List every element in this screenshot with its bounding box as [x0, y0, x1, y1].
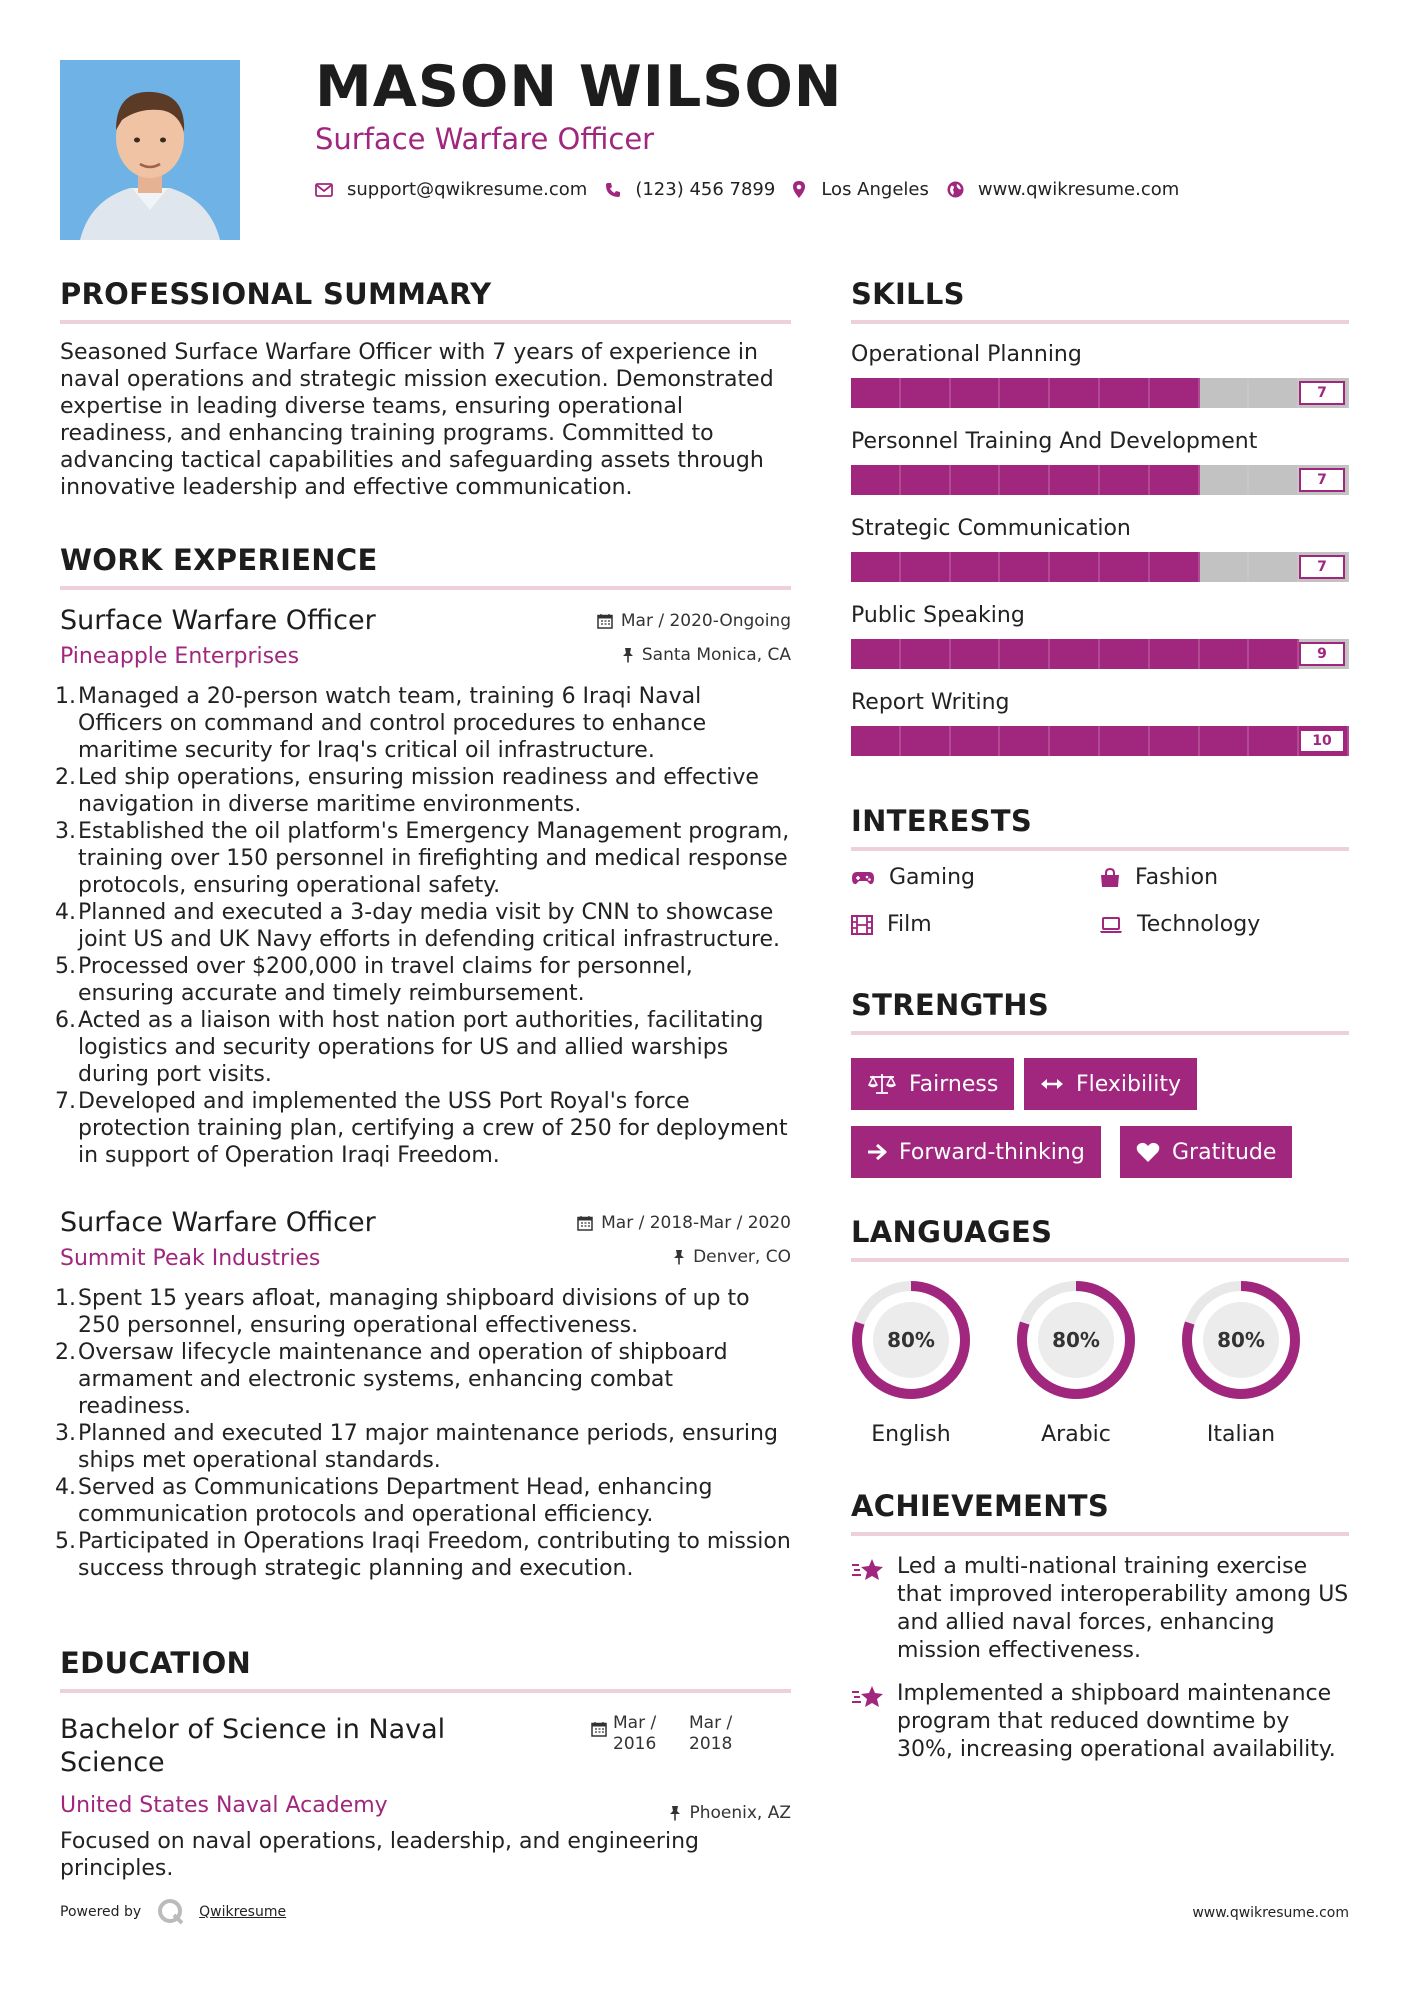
skill-segment	[1200, 465, 1250, 495]
footer-powered-by	[60, 1898, 286, 1926]
skill-item	[851, 429, 1349, 495]
skill-segment	[1000, 726, 1050, 756]
education-dates	[591, 1713, 753, 1755]
education-location-text: Phoenix, AZ	[689, 1803, 791, 1823]
languages-section	[851, 1215, 1349, 1262]
skill-segment	[851, 552, 901, 582]
contact-website-text[interactable]: www.qwikresume.com	[977, 179, 1180, 200]
skill-segment	[901, 552, 951, 582]
languages-divider	[851, 1258, 1349, 1262]
skill-segment	[1150, 465, 1200, 495]
skill-segment	[851, 639, 901, 669]
skill-level-badge: 10	[1299, 729, 1345, 753]
job-date-text: Mar / 2018-Mar / 2020	[601, 1213, 791, 1233]
achievement-text: Implemented a shipboard maintenance program that reduced downtime by 30%, increasing operational availability.	[897, 1681, 1336, 1762]
film-icon	[851, 915, 873, 935]
arrow-right-icon	[867, 1143, 887, 1161]
job-company: Summit Peak Industries	[60, 1246, 321, 1271]
skill-segment	[1200, 639, 1250, 669]
skill-segment	[1150, 552, 1200, 582]
skill-item	[851, 690, 1349, 756]
pushpin-icon	[669, 1805, 681, 1821]
skill-segment	[1249, 726, 1299, 756]
job-title: Surface Warfare Officer	[60, 1207, 376, 1238]
job-title: Surface Warfare Officer	[60, 605, 376, 636]
pushpin-icon	[622, 647, 634, 663]
skill-segment	[1000, 378, 1050, 408]
phone-icon	[605, 182, 621, 198]
list-item: 2. Oversaw lifecycle maintenance and operation of shipboard armament and electronic systems, enhancing combat readiness.	[55, 1340, 728, 1419]
job-date	[577, 1213, 791, 1233]
job-entry	[55, 1207, 791, 1582]
heart-icon	[1136, 1142, 1160, 1163]
contact-location	[793, 179, 929, 200]
skills-heading: SKILLS	[851, 277, 965, 311]
education-divider	[60, 1689, 791, 1693]
interests-heading: INTERESTS	[851, 804, 1033, 838]
skill-segment	[1100, 465, 1150, 495]
interests-divider	[851, 847, 1349, 851]
job-location-text: Santa Monica, CA	[641, 645, 791, 665]
arrows-horizontal-icon	[1040, 1077, 1064, 1091]
skill-level-bar	[851, 552, 1349, 582]
language-item	[849, 1278, 973, 1447]
skill-level-badge: 9	[1299, 642, 1345, 666]
map-marker-icon	[793, 181, 805, 198]
strength-tag	[1120, 1126, 1292, 1178]
powered-by-label: Powered by	[60, 1904, 142, 1920]
language-proficiency-ring	[849, 1278, 973, 1402]
skill-item	[851, 516, 1349, 582]
skill-segment	[1050, 726, 1100, 756]
skill-segment	[851, 378, 901, 408]
calendar-icon	[591, 1721, 607, 1737]
skills-divider	[851, 320, 1349, 324]
contact-website[interactable]	[947, 179, 1179, 200]
skill-segment	[1200, 726, 1250, 756]
strength-tag	[851, 1126, 1101, 1178]
summary-text: Seasoned Surface Warfare Officer with 7 years of experience in naval operations and strategic mission execution. Demonstrated expertise in leading diverse teams, ensuring operational readiness, and enhancing training programs. Committed to advancing tactical capabilities and safeguarding assets through innovative leadership and effective communication.	[60, 340, 774, 500]
shopping-bag-icon	[1099, 868, 1121, 888]
skill-segment	[1200, 552, 1250, 582]
skill-level-bar	[851, 726, 1349, 756]
skill-level-badge: 7	[1299, 555, 1345, 579]
list-item: 5. Processed over $200,000 in travel claims for personnel, ensuring accurate and timely reimbursement.	[55, 954, 693, 1006]
job-company: Pineapple Enterprises	[60, 644, 300, 669]
list-item: 6. Acted as a liaison with host nation port authorities, facilitating logistics and security operations for US and allied warships during port visits.	[55, 1008, 764, 1087]
skill-segment	[1100, 552, 1150, 582]
achievement-text: Led a multi-national training exercise that improved interoperability among US and allied naval forces, enhancing mission effectiveness.	[897, 1554, 1349, 1663]
contact-email-text[interactable]: support@qwikresume.com	[347, 179, 588, 200]
contact-bar	[315, 179, 1197, 200]
education-end: Mar / 2018	[689, 1713, 733, 1754]
skill-item	[851, 603, 1349, 669]
interest-item	[1099, 912, 1347, 937]
job-location	[673, 1247, 791, 1267]
achievements-section	[851, 1489, 1349, 1536]
skill-segment	[1000, 639, 1050, 669]
achievements-divider	[851, 1532, 1349, 1536]
strengths-section	[851, 988, 1349, 1035]
list-item: 5. Participated in Operations Iraqi Freedom, contributing to mission success through strategic planning and execution.	[55, 1529, 791, 1581]
list-item: 3. Planned and executed 17 major maintenance periods, ensuring ships met operational standards.	[55, 1421, 778, 1473]
skill-segment	[1249, 552, 1299, 582]
skill-segment	[901, 465, 951, 495]
education-location	[669, 1803, 791, 1823]
qwikresume-link[interactable]: Qwikresume	[199, 1904, 287, 1920]
degree-title: Bachelor of Science in Naval Science	[60, 1714, 446, 1778]
strength-label: Gratitude	[1172, 1139, 1277, 1165]
skill-name: Operational Planning	[851, 342, 1082, 367]
interest-item	[851, 912, 1099, 937]
skill-segment	[1249, 378, 1299, 408]
contact-email[interactable]	[315, 179, 587, 200]
strength-label: Forward-thinking	[899, 1139, 1085, 1165]
contact-location-text: Los Angeles	[821, 179, 929, 200]
interests-list	[851, 865, 1349, 937]
education-entry	[60, 1713, 791, 1882]
skill-segment	[951, 639, 1001, 669]
interest-label: Gaming	[889, 865, 975, 890]
achievements-heading: ACHIEVEMENTS	[851, 1489, 1110, 1523]
calendar-icon	[577, 1215, 593, 1231]
skill-segment	[851, 465, 901, 495]
education-heading: EDUCATION	[60, 1646, 252, 1680]
footer-website[interactable]: www.qwikresume.com	[1192, 1905, 1349, 1921]
language-percent: 80%	[887, 1328, 935, 1352]
skill-segment	[951, 552, 1001, 582]
skill-segment	[951, 465, 1001, 495]
skill-name: Strategic Communication	[851, 516, 1131, 541]
skill-segment	[1150, 639, 1200, 669]
qwikresume-logo-icon	[157, 1898, 185, 1926]
list-item: 4. Planned and executed a 3-day media visit by CNN to showcase joint US and UK Navy efforts in defending critical infrastructure.	[55, 900, 781, 952]
skill-segment	[1100, 726, 1150, 756]
strengths-divider	[851, 1031, 1349, 1035]
language-name: Italian	[1206, 1422, 1276, 1447]
interest-label: Technology	[1137, 912, 1261, 937]
language-proficiency-ring	[1014, 1278, 1138, 1402]
languages-heading: LANGUAGES	[851, 1215, 1053, 1249]
calendar-icon	[597, 613, 613, 629]
language-proficiency-ring	[1179, 1278, 1303, 1402]
language-percent: 80%	[1052, 1328, 1100, 1352]
skill-segment	[1100, 378, 1150, 408]
list-item: 1. Managed a 20-person watch team, training 6 Iraqi Naval Officers on command and control procedures to enhance maritime security for Iraq's critical oil infrastructure.	[55, 684, 707, 763]
interests-section	[851, 804, 1349, 851]
globe-icon	[947, 181, 964, 198]
skill-segment	[951, 378, 1001, 408]
experience-heading: WORK EXPERIENCE	[60, 543, 378, 577]
interest-label: Fashion	[1135, 865, 1219, 890]
achievement-item	[851, 1680, 1349, 1764]
skill-name: Public Speaking	[851, 603, 1025, 628]
experience-divider	[60, 586, 791, 590]
list-item: 7. Developed and implemented the USS Port Royal's force protection training plan, certifying a crew of 250 for deployment in support of Operation Iraqi Freedom.	[55, 1089, 788, 1168]
job-date	[597, 611, 791, 631]
skills-section	[851, 277, 1349, 324]
skill-segment	[1050, 378, 1100, 408]
strength-label: Flexibility	[1076, 1071, 1181, 1097]
language-item	[1179, 1278, 1303, 1447]
skill-segment	[1100, 639, 1150, 669]
interest-item	[1099, 865, 1347, 890]
profile-photo	[60, 60, 240, 240]
achievement-item	[851, 1553, 1349, 1665]
language-name: Arabic	[1041, 1422, 1111, 1447]
experience-section	[60, 543, 791, 590]
skill-segment	[1249, 465, 1299, 495]
skill-segment	[1150, 378, 1200, 408]
skill-segment	[1200, 378, 1250, 408]
list-item: 4. Served as Communications Department Head, enhancing communication protocols and operational efficiency.	[55, 1475, 713, 1527]
strengths-heading: STRENGTHS	[851, 988, 1050, 1022]
envelope-icon	[315, 183, 333, 197]
skill-segment	[851, 726, 901, 756]
skill-segment	[901, 726, 951, 756]
skill-segment	[1249, 639, 1299, 669]
list-item: 3. Established the oil platform's Emergency Management program, training over 150 personnel in firefighting and medical response protocols, ensuring operational safety.	[55, 819, 790, 898]
skill-level-bar	[851, 639, 1349, 669]
list-item: 2. Led ship operations, ensuring mission readiness and effective navigation in diverse maritime environments.	[55, 765, 759, 817]
skill-segment	[951, 726, 1001, 756]
education-description: Focused on naval operations, leadership, and engineering principles.	[60, 1829, 699, 1881]
job-responsibilities	[55, 683, 791, 1169]
job-entry	[55, 605, 791, 1169]
school-name: United States Naval Academy	[60, 1793, 388, 1818]
skill-segment	[1050, 552, 1100, 582]
skill-segment	[901, 639, 951, 669]
skill-segment	[1000, 465, 1050, 495]
job-location	[622, 645, 791, 665]
candidate-role: Surface Warfare Officer	[315, 122, 655, 156]
pushpin-icon	[673, 1249, 685, 1265]
skill-name: Personnel Training And Development	[851, 429, 1258, 454]
language-name: English	[871, 1422, 951, 1447]
skill-item	[851, 342, 1349, 408]
balance-scale-icon	[867, 1073, 897, 1095]
skill-level-bar	[851, 465, 1349, 495]
interest-item	[851, 865, 1099, 890]
strength-tag	[1024, 1058, 1197, 1110]
skill-segment	[1000, 552, 1050, 582]
summary-heading: PROFESSIONAL SUMMARY	[60, 277, 492, 311]
education-start: Mar / 2016	[613, 1713, 657, 1754]
language-item	[1014, 1278, 1138, 1447]
skill-name: Report Writing	[851, 690, 1010, 715]
education-section	[60, 1646, 791, 1693]
list-item: 1. Spent 15 years afloat, managing shipboard divisions of up to 250 personnel, ensuring operational effectiveness.	[55, 1286, 750, 1338]
job-date-text: Mar / 2020-Ongoing	[620, 611, 791, 631]
shooting-star-icon	[851, 1557, 885, 1583]
contact-phone[interactable]	[605, 179, 775, 200]
gamepad-icon	[851, 870, 875, 886]
contact-phone-text[interactable]: (123) 456 7899	[635, 179, 776, 200]
skill-segment	[1050, 639, 1100, 669]
language-percent: 80%	[1217, 1328, 1265, 1352]
candidate-name: MASON WILSON	[315, 54, 843, 120]
skill-level-bar	[851, 378, 1349, 408]
summary-divider	[60, 320, 791, 324]
summary-section	[60, 277, 791, 501]
strength-tag	[851, 1058, 1014, 1110]
shooting-star-icon	[851, 1684, 885, 1710]
strength-label: Fairness	[909, 1071, 999, 1097]
job-location-text: Denver, CO	[693, 1247, 791, 1267]
skill-level-badge: 7	[1299, 468, 1345, 492]
skill-segment	[901, 378, 951, 408]
interest-label: Film	[887, 912, 932, 937]
laptop-icon	[1099, 916, 1123, 934]
skill-level-badge: 7	[1299, 381, 1345, 405]
job-responsibilities	[55, 1285, 791, 1582]
skill-segment	[1150, 726, 1200, 756]
skill-segment	[1050, 465, 1100, 495]
